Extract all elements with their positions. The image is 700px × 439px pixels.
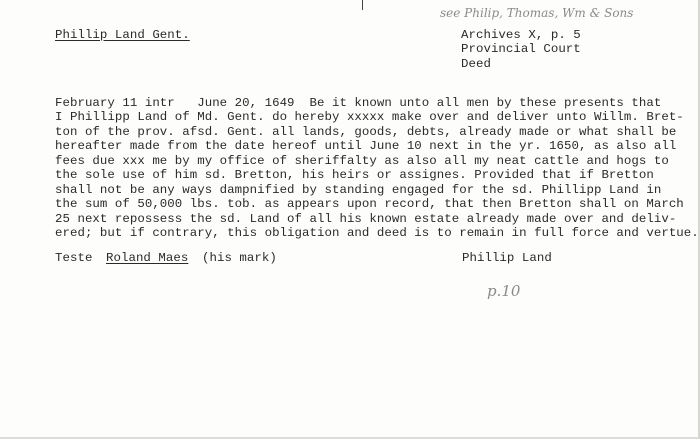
deed-line: ered; but if contrary, this obligation and deed is to remain in full force and vertue.: [55, 226, 699, 240]
deed-line: February 11 intr June 20, 1649 Be it known unto all men by these presents that: [55, 96, 662, 110]
deed-line: the sum of 50,000 lbs. tob. as appears upon record, that then Bretton shall on March: [55, 197, 684, 211]
witness-mark: (his mark): [202, 251, 277, 265]
deed-line: fees due xxx me by my office of sheriffalty as also all my neat cattle and hogs to: [55, 154, 669, 168]
signatory-name: Phillip Land: [462, 251, 552, 265]
deed-line: the sole use of him sd. Bretton, his heirs or assignes. Provided that if Bretton: [55, 168, 654, 182]
citation-court: Provincial Court: [461, 42, 581, 56]
deed-line: hereafter made from the date hereof until June 10 next in the yr. 1650, as also all: [55, 139, 677, 153]
deed-line: ton of the prov. afsd. Gent. all lands, goods, debts, already made or what shall be: [55, 125, 677, 139]
citation-archives: Archives X, p. 5: [461, 28, 581, 42]
deed-line: shall not be any ways dampnified by standing engaged for the sd. Phillipp Land in: [55, 183, 662, 197]
teste-label: Teste: [55, 251, 93, 265]
handwritten-note: see Philip, Thomas, Wm & Sons: [440, 6, 634, 20]
witness-name: Roland Maes: [106, 251, 189, 265]
card-title: Phillip Land Gent.: [55, 28, 190, 42]
top-mark: [362, 0, 363, 10]
citation-type: Deed: [461, 57, 491, 71]
handwritten-page-mark: p.10: [487, 282, 521, 300]
deed-line: I Phillipp Land of Md. Gent. do hereby xxxxx make over and deliver unto Willm. Bret-: [55, 110, 684, 124]
deed-line: 25 next repossess the sd. Land of all his known estate already made over and deliv-: [55, 212, 677, 226]
